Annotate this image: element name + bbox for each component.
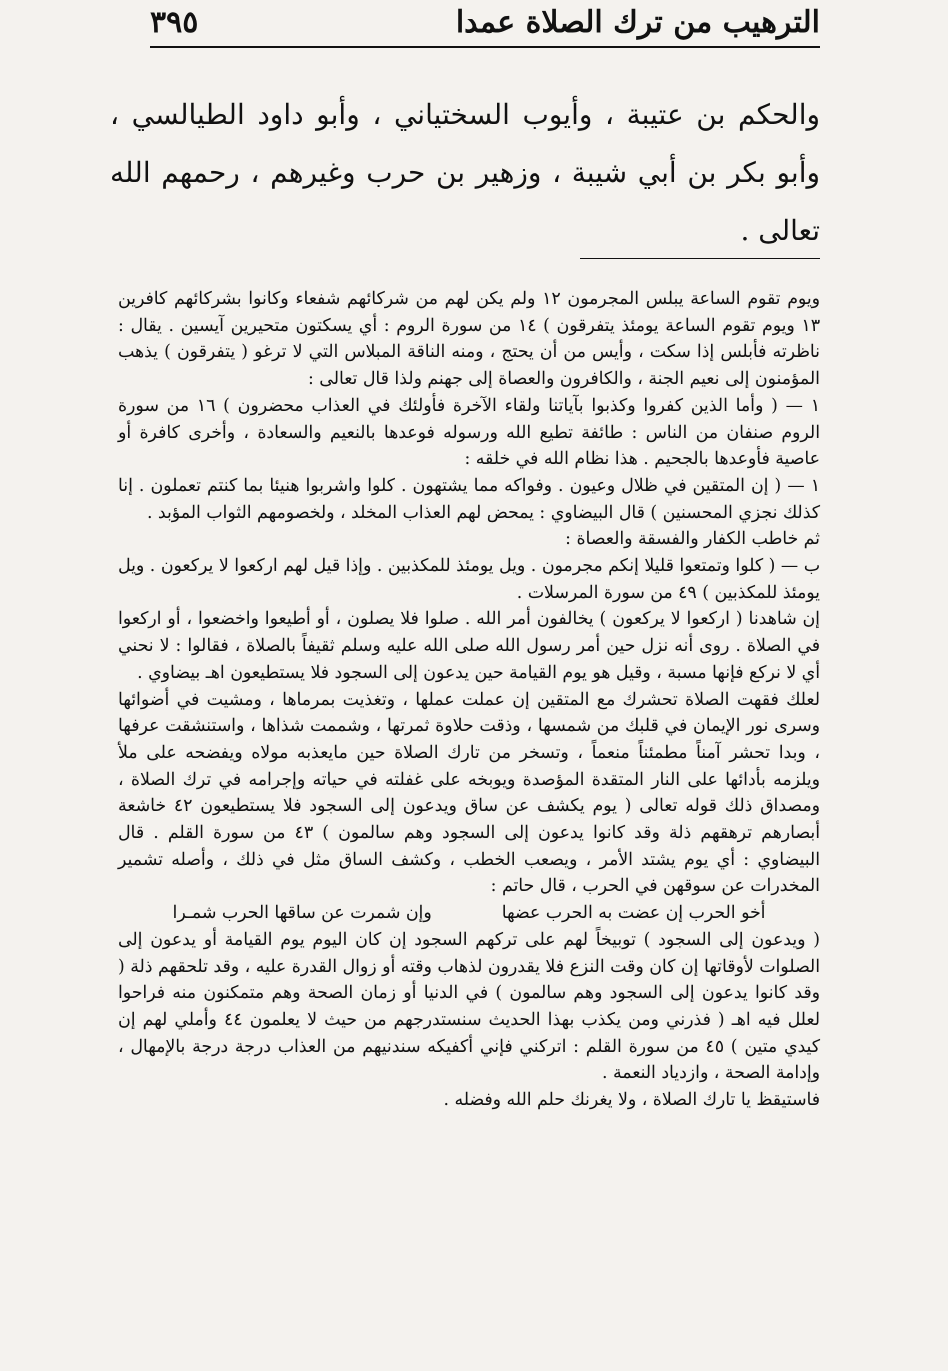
note-paragraph: فاستيقظ يا تارك الصلاة ، ولا يغرنك حلم الله وفضله .	[443, 1090, 820, 1111]
note-paragraph: ب — ( كلوا وتمتعوا قليلا إنكم مجرمون . ويل يومئذ للمكذبين . وإذا قيل لهم اركعوا لا يركعون . ويل يومئذ للمكذبين ) ٤٩ من سورة المرسلات .	[118, 556, 820, 603]
note-paragraph: ١ — ( وأما الذين كفروا وكذبوا بآياتنا ولقاء الآخرة فأولئك في العذاب محضرون ) ١٦ من سورة الروم صنفان من الناس : طائفة تطيع الله ورسوله فوعدها بالنعيم والسعادة ، وأخرى كافرة أو عاصية فأوعدها بالجحيم . هذا نظام الله في خلقه :	[118, 395, 820, 470]
note-paragraph: ثم خاطب الكفار والفسقة والعصاة :	[565, 529, 820, 550]
page-header	[150, 6, 820, 48]
note-paragraph: ويوم تقوم الساعة يبلس المجرمون ١٢ ولم يكن لهم من شركائهم شفعاء وكانوا بشركائهم كافرين ١٣ ويوم تقوم الساعة يومئذ يتفرقون ) ١٤ من سورة الروم : أي يسكتون متحيرين آيسين . يقال : ناظرته فأبلس إذا سكت ، وأيس من أن يحتج ، ومنه الناقة المبلاس التي لا ترغو ( يتفرقون ) يذهب المؤمنون إلى نعيم الجنة ، والكافرون والعصاة إلى جهنم ولذا قال تعالى :	[118, 289, 820, 390]
verse-hemistich-first: أخو الحرب إن عضت به الحرب عضها	[501, 903, 766, 924]
poetry-verse	[118, 900, 820, 927]
footnote-divider	[580, 258, 820, 259]
note-paragraph: ( ويدعون إلى السجود ) توبيخاً لهم على تركهم السجود إن كان اليوم يوم القيامة أو يدعون إلى الصلوات لأوقاتها إن كان وقت النزع فلا يقدرون لذهاب وقته أو زوال القدرة عليه ، وقد تلحقهم ذلة ( وقد كانوا يدعون إلى السجود وهم سالمون ) في الدنيا أو زمان الصحة وهم متمكنون منه فراحوا لعلل فيه اهـ ( فذرني ومن يكذب بهذا الحديث سنستدرجهم من حيث لا يعلمون ٤٤ وأملي لهم إن كيدي متين ) ٤٥ من سورة القلم : اتركني فإني أكفيكه سندنيهم من العذاب درجة درجة بالإمهال ، وإدامة الصحة ، وازدياد النعمة .	[118, 929, 821, 1084]
note-paragraph: إن شاهدنا ( اركعوا لا يركعون ) يخالفون أمر الله . صلوا فلا يصلون ، أو أطيعوا واخضعوا ، أو اركعوا في الصلاة . روى أنه نزل حين أمر رسول الله صلى الله عليه وسلم ثقيفاً بالصلاة ، فقالوا : لا نحني أي لا نركع فإنها مسبة ، وقيل هو يوم القيامة حين يدعون إلى السجود فلا يستطيعون اهـ بيضاوي .	[118, 609, 820, 683]
note-paragraph: ١ — ( إن المتقين في ظلال وعيون . وفواكه مما يشتهون . كلوا واشربوا هنيئا بما كنتم تعملون . إنا كذلك نجزي المحسنين ) قال البيضاوي : يمحض لهم العذاب المخلد ، ولخصومهم الثواب المؤبد .	[118, 475, 820, 523]
verse-hemistich-second: وإن شمرت عن ساقها الحرب شمـرا	[172, 903, 432, 924]
note-paragraph: لعلك فقهت الصلاة تحشرك مع المتقين إن عملت عملها ، وتغذيت بمرماها ، ومشيت في أضوائها وسرى نور الإيمان في قلبك من شمسها ، وذقت حلاوة ثمرتها ، وشممت شذاها ، واستنشقت عرفها ، وبدا تحشر آمناً مطمئناً منعماً ، وتسخر من تارك الصلاة حين مايعذبه مولاه ويفضحه على ملأ ويلزمه بأدائها على النار المتقدة المؤصدة ويوبخه على غفلته في حياته وإجرامه في ترك الصلاة ، ومصداق ذلك قوله تعالى ( يوم يكشف عن ساق ويدعون إلى السجود فلا يستطيعون ٤٢ خاشعة أبصارهم ترهقهم ذلة وقد كانوا يدعون إلى السجود وهم سالمون ) ٤٣ من سورة القلم . قال البيضاوي : أي يوم يشتد الأمر ، ويصعب الخطب ، وكشف الساق مثل في ذلك ، وأصله تشمير المخدرات عن سوقهن في الحرب ، قال حاتم :	[118, 689, 820, 897]
footnotes	[118, 286, 820, 1114]
main-text: والحكم بن عتيبة ، وأيوب السختياني ، وأبو داود الطيالسي ، وأبو بكر بن أبي شيبة ، وزهير بن حرب وغيرهم ، رحمهم الله تعالى .	[110, 98, 820, 247]
running-title: الترهيب من ترك الصلاة عمدا	[455, 5, 820, 40]
page-number: ٣٩٥	[150, 5, 199, 40]
